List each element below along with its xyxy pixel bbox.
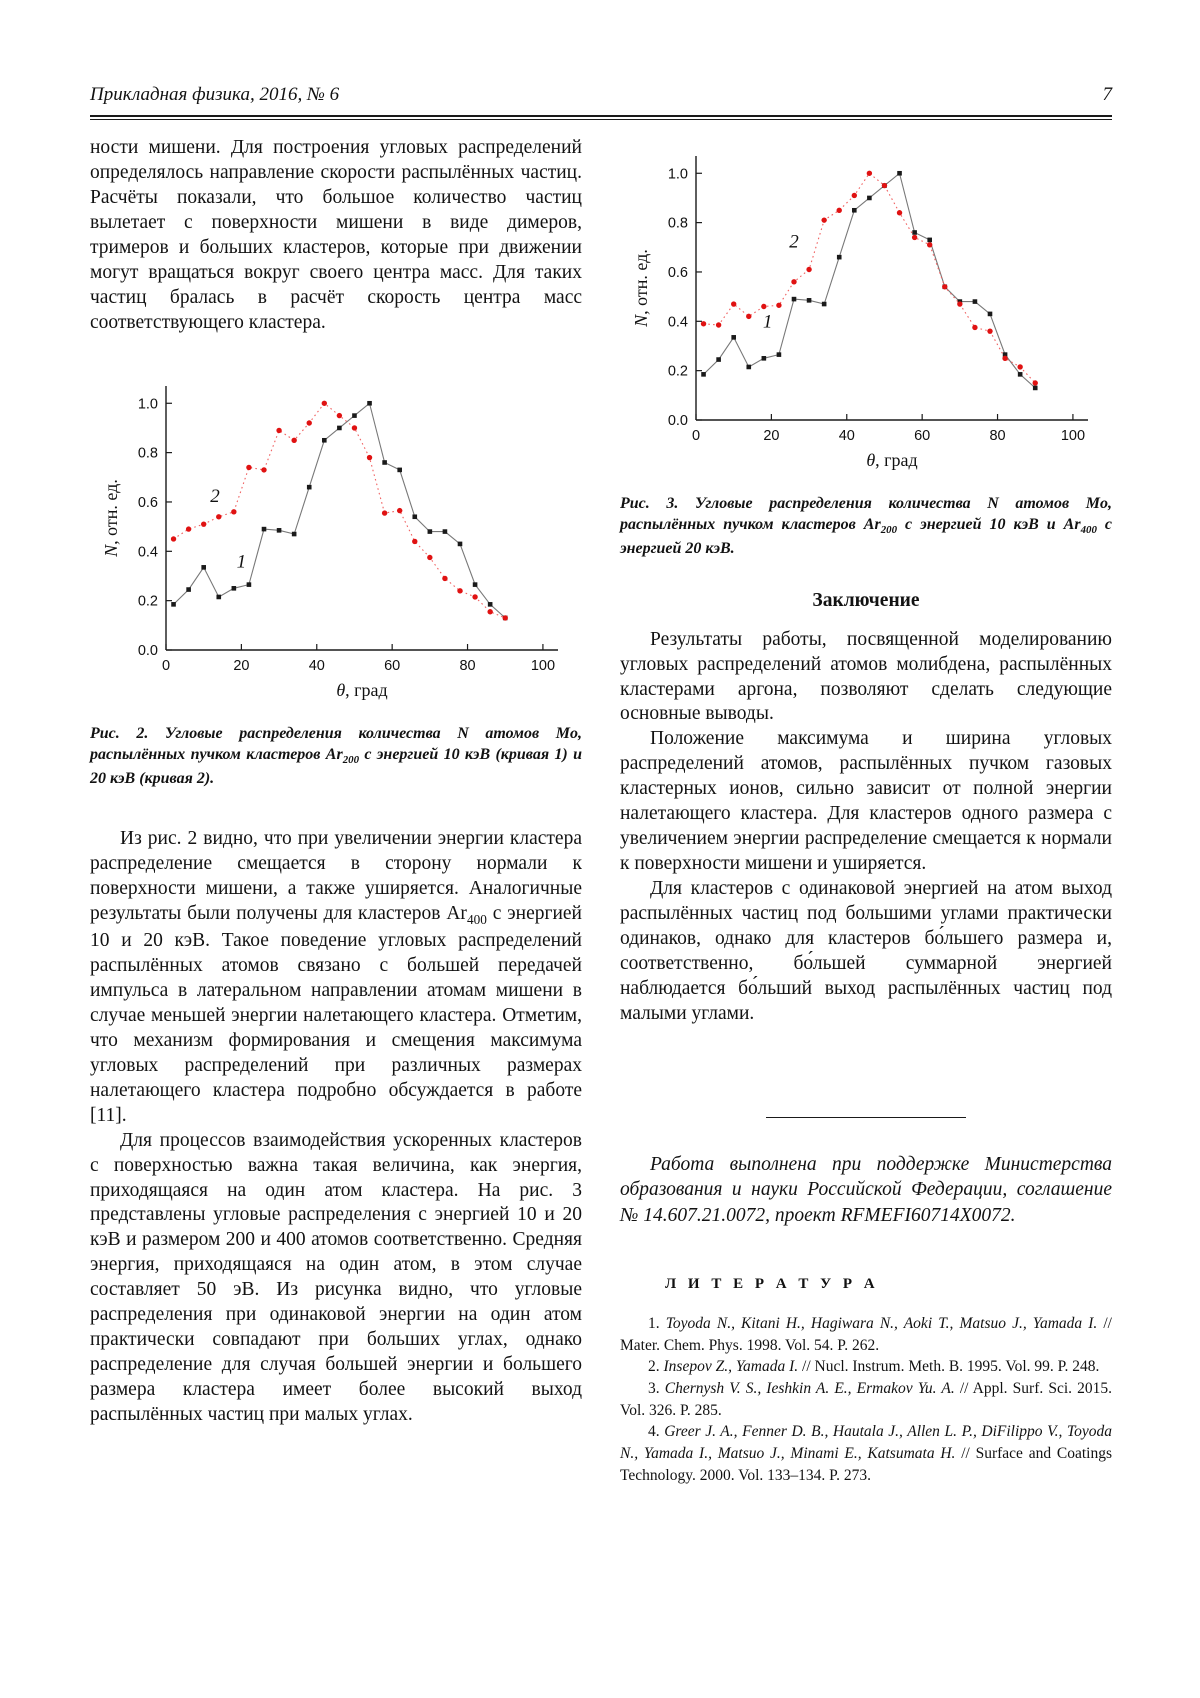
figure-3 bbox=[620, 142, 1112, 479]
literature-heading: Л И Т Е Р А Т У Р А bbox=[665, 1275, 879, 1292]
svg-text:2: 2 bbox=[789, 231, 799, 253]
svg-text:θ, град: θ, град bbox=[336, 679, 388, 700]
svg-text:60: 60 bbox=[914, 428, 931, 444]
conclusion-paragraph-2: Положение максимума и ширина угловых распределений атомов, распылённых пучком газовых кластерных ионов, сильно зависит от полной энергии налетающего кластера. Для кластеров одного размера с увеличением энергии распределение смещается к нормали к поверхности мишени и уширяется. bbox=[620, 728, 1112, 875]
svg-text:1: 1 bbox=[236, 550, 247, 572]
figure-2-caption: Рис. 2. Угловые распределения количества N атомов Mo, распылённых пучком кластеров $Ar_{200}$ с энергией 10 кэВ (кривая 1) и 20 кэВ (кривая 2). bbox=[90, 724, 582, 787]
svg-text:100: 100 bbox=[1060, 428, 1086, 444]
svg-text:0: 0 bbox=[161, 657, 171, 674]
acknowledgment: Работа выполнена при поддержке Министерства образования и науки Российской Федерации, соглашение № 14.607.21.0072, проект RFMEFI60714X0072. bbox=[620, 1153, 1112, 1226]
paragraph-continuation: ности мишени. Для построения угловых распределений определялось направление скорости распылённых частиц. Расчёты показали, что большое количество частиц вылетает с поверхности мишени в виде димеров, тримеров и больших кластеров, которые при движении могут вращаться вокруг своего центра масс. Для таких частиц бралась в расчёт скорость центра масс соответствующего кластера. bbox=[90, 137, 582, 333]
right-column bbox=[620, 136, 1112, 1486]
figure-2 bbox=[90, 372, 582, 709]
svg-text:0.8: 0.8 bbox=[667, 215, 688, 232]
svg-text:0.6: 0.6 bbox=[137, 494, 158, 511]
svg-text:40: 40 bbox=[838, 428, 855, 444]
paragraph-fig2-discussion: Из рис. 2 видно, что при увеличении энергии кластера распределение смещается в сторону нормали к поверхности мишени, а также уширяется. Аналогичные результаты были получены для кластеров $Ar_{400}$ с энергией 10 и 20 кэВ. Такое поведение угловых распределений распылённых атомов связано с большей передачей импульса в латеральном направлении атомам мишени в случае меньшей энергии налетающего кластера. Отметим, что механизм формирования и смещения максимума угловых распределений при различных размерах налетающего кластера подробно обсуждается в работе [11]. bbox=[90, 828, 582, 1126]
reference-4: 4. Greer J. A., Fenner D. B., Hautala J., Allen L. P., DiFilippo V., Toyoda N., Yamada I., Matsuo J., Minami E., Katsumata H. // Surface and Coatings Technology. 2000. Vol. 133–134. P. 273. bbox=[620, 1423, 1113, 1484]
footnote-divider bbox=[766, 1117, 966, 1118]
figure-3-caption: Рис. 3. Угловые распределения количества N атомов Mo, распылённых пучком кластеров $Ar_{200}$ с энергией 10 кэВ и $Ar_{400}$ с энергией 20 кэВ. bbox=[620, 495, 1112, 558]
svg-text:1.0: 1.0 bbox=[137, 395, 158, 412]
svg-text:θ, град: θ, град bbox=[866, 450, 918, 470]
svg-text:0.4: 0.4 bbox=[137, 543, 158, 560]
paragraph-energy-per-atom: Для процессов взаимодействия ускоренных кластеров с поверхностью важна такая величина, как энергия, приходящаяся на один атом кластера. На рис. 3 представлены угловые распределения с энергией 10 и 20 кэВ и размером 200 и 400 атомов соответственно. Средняя энергия, приходящаяся на один атом, в этом случае составляет 50 эВ. Из рисунка видно, что угловые распределения при одинаковой энергии на один атом практически совпадают при больших углах, однако распределение для случая большей энергии и большего размера кластера имеет более высокий выход распылённых частиц при малых углах. bbox=[90, 1129, 582, 1426]
fig3-chart bbox=[632, 142, 1100, 474]
svg-text:100: 100 bbox=[530, 657, 556, 674]
fig2-chart bbox=[102, 372, 570, 704]
svg-text:20: 20 bbox=[763, 428, 780, 444]
svg-text:60: 60 bbox=[384, 657, 401, 674]
conclusion-paragraph-3: Для кластеров с одинаковой энергией на атом выход распылённых частиц под большими углами практически одинаков, однако для кластеров бо́льшего размера и, соответственно, бо́льшей суммарной энергией наблюдается бо́льший выход распылённых частиц под малыми углами. bbox=[620, 878, 1112, 1024]
svg-text:2: 2 bbox=[210, 485, 220, 507]
reference-2: 2. Insepov Z., Yamada I. // Nucl. Instrum. Meth. B. 1995. Vol. 99. P. 248. bbox=[648, 1358, 1100, 1376]
svg-text:N, отн. ед.: N, отн. ед. bbox=[632, 249, 651, 327]
svg-text:0.2: 0.2 bbox=[137, 593, 158, 610]
reference-1: 1. Toyoda N., Kitani H., Hagiwara N., Aoki T., Matsuo J., Yamada I. // Mater. Chem. Phys. 1998. Vol. 54. P. 262. bbox=[620, 1314, 1112, 1354]
two-column-layout bbox=[90, 136, 1112, 1486]
svg-text:N, отн. ед.: N, отн. ед. bbox=[102, 478, 121, 557]
svg-text:0.2: 0.2 bbox=[667, 363, 688, 380]
svg-text:80: 80 bbox=[459, 657, 476, 674]
svg-text:0: 0 bbox=[691, 428, 701, 444]
svg-text:0.0: 0.0 bbox=[137, 642, 158, 659]
conclusion-paragraph-1: Результаты работы, посвященной моделированию угловых распределений атомов молибдена, распылённых кластерами аргона, позволяют сделать следующие основные выводы. bbox=[620, 628, 1112, 725]
svg-text:80: 80 bbox=[989, 428, 1006, 444]
page-number: 7 bbox=[1102, 84, 1112, 105]
svg-text:0.6: 0.6 bbox=[667, 264, 688, 281]
svg-text:0.0: 0.0 bbox=[667, 413, 688, 429]
left-column bbox=[90, 136, 582, 1486]
journal-title: Прикладная физика, 2016, № 6 bbox=[90, 84, 340, 105]
svg-text:0.8: 0.8 bbox=[137, 445, 158, 462]
header-rule bbox=[90, 115, 1112, 120]
page-header bbox=[90, 84, 1112, 106]
conclusion-heading: Заключение bbox=[812, 589, 920, 611]
reference-3: 3. Chernysh V. S., Ieshkin A. E., Ermakov Yu. A. // Appl. Surf. Sci. 2015. Vol. 326. P. 285. bbox=[620, 1379, 1113, 1419]
svg-text:1.0: 1.0 bbox=[667, 166, 688, 183]
svg-text:40: 40 bbox=[308, 657, 325, 674]
svg-text:1: 1 bbox=[762, 311, 773, 333]
svg-text:0.4: 0.4 bbox=[667, 314, 688, 331]
svg-text:20: 20 bbox=[233, 657, 250, 674]
